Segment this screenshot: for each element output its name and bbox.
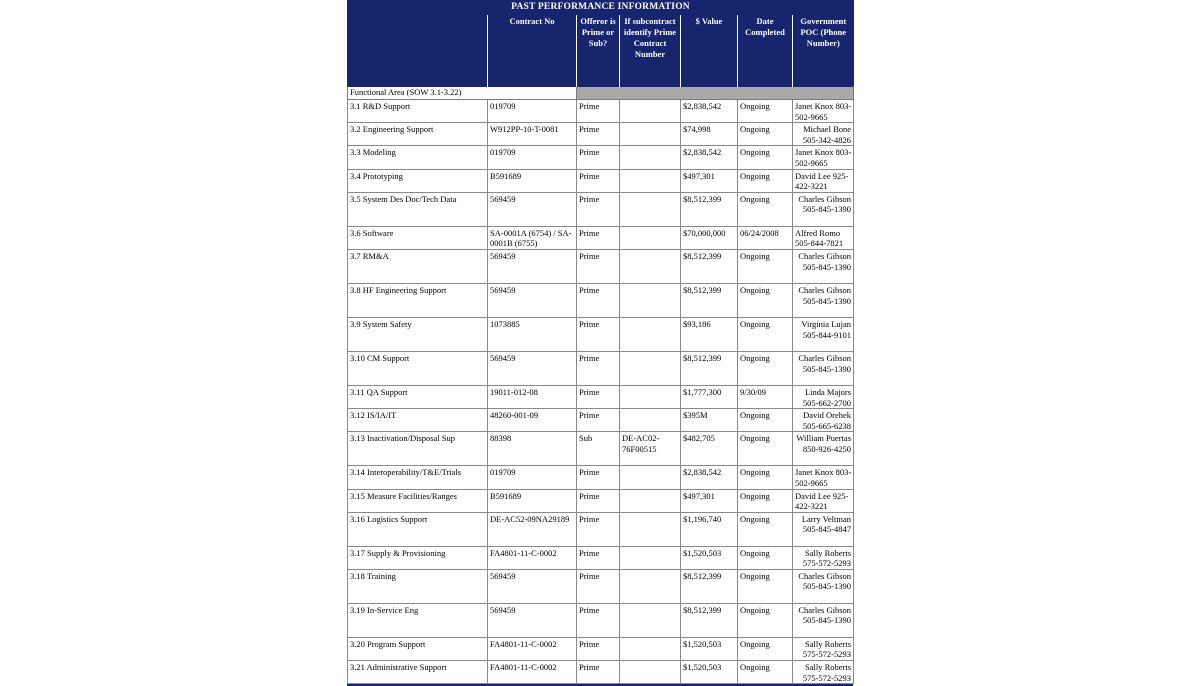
prime-contract-number-cell (620, 192, 681, 226)
prime-or-sub-cell: Prime (577, 661, 620, 684)
functional-area-cell: 3.15 Measure Facilities/Ranges (348, 489, 488, 512)
functional-area-cell: 3.10 CM Support (348, 351, 488, 385)
dollar-value-cell: $2,838,542 (681, 466, 738, 489)
dollar-value-cell: $1,777,300 (681, 385, 738, 408)
table-row (348, 283, 854, 317)
government-poc-cell: William Puertas 850-926-4250 (793, 432, 854, 466)
prime-contract-number-cell (620, 409, 681, 432)
dollar-value-cell: $2,838,542 (681, 100, 738, 123)
header-date-completed: Date Completed (738, 15, 793, 87)
table-row (348, 317, 854, 351)
prime-contract-number-cell (620, 249, 681, 283)
government-poc-cell: Charles Gibson 505-845-1390 (793, 351, 854, 385)
prime-contract-number-cell (620, 385, 681, 408)
contract-no-cell: 019709 (488, 466, 577, 489)
contract-no-cell: 569459 (488, 351, 577, 385)
table-row (348, 603, 854, 637)
date-completed-cell: Ongoing (738, 466, 793, 489)
prime-contract-number-cell (620, 466, 681, 489)
contract-no-cell: 569459 (488, 192, 577, 226)
dollar-value-cell: $8,512,399 (681, 569, 738, 603)
date-completed-cell: Ongoing (738, 512, 793, 546)
prime-or-sub-cell: Prime (577, 192, 620, 226)
functional-area-cell: 3.20 Program Support (348, 637, 488, 660)
prime-or-sub-cell: Prime (577, 249, 620, 283)
prime-or-sub-cell: Prime (577, 466, 620, 489)
contract-no-cell: 569459 (488, 569, 577, 603)
prime-contract-number-cell (620, 351, 681, 385)
prime-or-sub-cell: Sub (577, 432, 620, 466)
dollar-value-cell: $497,301 (681, 489, 738, 512)
dollar-value-cell: $1,520,503 (681, 637, 738, 660)
dollar-value-cell: $497,301 (681, 169, 738, 192)
functional-area-cell: 3.8 HF Engineering Support (348, 283, 488, 317)
functional-area-cell: 3.5 System Des Doc/Tech Data (348, 192, 488, 226)
header-dollar-value: $ Value (681, 15, 738, 87)
date-completed-cell: Ongoing (738, 637, 793, 660)
contract-no-cell: 019709 (488, 146, 577, 169)
contract-no-cell: 48260-001-09 (488, 409, 577, 432)
table-row (348, 512, 854, 546)
prime-or-sub-cell: Prime (577, 569, 620, 603)
contract-no-cell: W912PP-10-T-0081 (488, 123, 577, 146)
contract-no-cell: 569459 (488, 283, 577, 317)
date-completed-cell: Ongoing (738, 192, 793, 226)
date-completed-cell: Ongoing (738, 432, 793, 466)
table-row (348, 100, 854, 123)
prime-contract-number-cell (620, 569, 681, 603)
prime-or-sub-cell: Prime (577, 489, 620, 512)
prime-or-sub-cell: Prime (577, 637, 620, 660)
functional-area-fill (577, 87, 854, 100)
table-row (348, 123, 854, 146)
contract-no-cell: B591689 (488, 489, 577, 512)
government-poc-cell: Janet Knox 803-502-9665 (793, 100, 854, 123)
table-row (348, 192, 854, 226)
functional-area-cell: 3.2 Engineering Support (348, 123, 488, 146)
contract-no-cell: FA4801-11-C-0002 (488, 546, 577, 569)
table-row (348, 466, 854, 489)
dollar-value-cell: $2,838,542 (681, 146, 738, 169)
contract-no-cell: FA4801-11-C-0002 (488, 661, 577, 684)
date-completed-cell: Ongoing (738, 100, 793, 123)
government-poc-cell: David Lee 925-422-3221 (793, 489, 854, 512)
date-completed-cell: Ongoing (738, 317, 793, 351)
past-performance-table (347, 0, 854, 684)
contract-no-cell: 569459 (488, 603, 577, 637)
functional-area-cell: 3.16 Logistics Support (348, 512, 488, 546)
prime-or-sub-cell: Prime (577, 385, 620, 408)
government-poc-cell: Virginia Lujan 505-844-9101 (793, 317, 854, 351)
government-poc-cell: Linda Majors 505-662-2700 (793, 385, 854, 408)
table-row (348, 569, 854, 603)
functional-area-cell: 3.17 Supply & Provisioning (348, 546, 488, 569)
functional-area-cell: 3.1 R&D Support (348, 100, 488, 123)
functional-area-cell: 3.7 RM&A (348, 249, 488, 283)
prime-or-sub-cell: Prime (577, 283, 620, 317)
prime-contract-number-cell (620, 661, 681, 684)
government-poc-cell: Sally Roberts 575-572-5293 (793, 637, 854, 660)
prime-contract-number-cell: DE-AC02-76F00515 (620, 432, 681, 466)
dollar-value-cell: $8,512,399 (681, 249, 738, 283)
dollar-value-cell: $8,512,399 (681, 603, 738, 637)
functional-area-label: Functional Area (SOW 3.1-3.22) (348, 87, 577, 100)
date-completed-cell: Ongoing (738, 546, 793, 569)
header-prime-or-sub: Offeror is Prime or Sub? (577, 15, 620, 87)
dollar-value-cell: $8,512,399 (681, 283, 738, 317)
dollar-value-cell: $74,998 (681, 123, 738, 146)
contract-no-cell: 569459 (488, 249, 577, 283)
date-completed-cell: 9/30/09 (738, 385, 793, 408)
dollar-value-cell: $8,512,399 (681, 351, 738, 385)
contract-no-cell: 019709 (488, 100, 577, 123)
table-row (348, 489, 854, 512)
prime-contract-number-cell (620, 283, 681, 317)
table-row (348, 409, 854, 432)
prime-contract-number-cell (620, 100, 681, 123)
header-functional-area (348, 15, 488, 87)
contract-no-cell: FA4801-11-C-0002 (488, 637, 577, 660)
government-poc-cell: Janet Knox 803-502-9665 (793, 146, 854, 169)
functional-area-cell: 3.19 In-Service Eng (348, 603, 488, 637)
contract-no-cell: 88398 (488, 432, 577, 466)
date-completed-cell: Ongoing (738, 351, 793, 385)
government-poc-cell: Charles Gibson 505-845-1390 (793, 283, 854, 317)
table-title: PAST PERFORMANCE INFORMATION (348, 1, 854, 15)
date-completed-cell: Ongoing (738, 169, 793, 192)
table-row (348, 249, 854, 283)
prime-or-sub-cell: Prime (577, 317, 620, 351)
dollar-value-cell: $395M (681, 409, 738, 432)
dollar-value-cell: $8,512,399 (681, 192, 738, 226)
government-poc-cell: Sally Roberts 575-572-5293 (793, 546, 854, 569)
table-row (348, 432, 854, 466)
prime-contract-number-cell (620, 317, 681, 351)
prime-contract-number-cell (620, 123, 681, 146)
date-completed-cell: Ongoing (738, 489, 793, 512)
table-row (348, 637, 854, 660)
prime-or-sub-cell: Prime (577, 512, 620, 546)
table-row (348, 226, 854, 249)
functional-area-cell: 3.6 Software (348, 226, 488, 249)
date-completed-cell: Ongoing (738, 603, 793, 637)
date-completed-cell: Ongoing (738, 146, 793, 169)
functional-area-cell: 3.3 Modeling (348, 146, 488, 169)
date-completed-cell: Ongoing (738, 569, 793, 603)
prime-contract-number-cell (620, 146, 681, 169)
functional-area-cell: 3.14 Interoperability/T&E/Trials (348, 466, 488, 489)
contract-no-cell: 1073885 (488, 317, 577, 351)
table-row (348, 385, 854, 408)
header-contract-no: Contract No (488, 15, 577, 87)
functional-area-cell: 3.9 System Safety (348, 317, 488, 351)
functional-area-cell: 3.18 Training (348, 569, 488, 603)
prime-or-sub-cell: Prime (577, 226, 620, 249)
government-poc-cell: Charles Gibson 505-845-1390 (793, 569, 854, 603)
contract-no-cell: 19011-012-08 (488, 385, 577, 408)
prime-contract-number-cell (620, 512, 681, 546)
government-poc-cell: Michael Bone 505-342-4826 (793, 123, 854, 146)
government-poc-cell: Janet Knox 803-502-9665 (793, 466, 854, 489)
functional-area-cell: 3.11 QA Support (348, 385, 488, 408)
functional-area-cell: 3.12 IS/IA/IT (348, 409, 488, 432)
prime-contract-number-cell (620, 226, 681, 249)
government-poc-cell: Sally Roberts 575-572-5293 (793, 661, 854, 684)
date-completed-cell: Ongoing (738, 283, 793, 317)
prime-or-sub-cell: Prime (577, 546, 620, 569)
government-poc-cell: David Lee 925-422-3221 (793, 169, 854, 192)
prime-contract-number-cell (620, 169, 681, 192)
prime-or-sub-cell: Prime (577, 409, 620, 432)
functional-area-cell: 3.4 Prototyping (348, 169, 488, 192)
date-completed-cell: Ongoing (738, 249, 793, 283)
table-row (348, 169, 854, 192)
table-row (348, 546, 854, 569)
header-prime-contract-number: If subcontract identify Prime Contract Number (620, 15, 681, 87)
date-completed-cell: 06/24/2008 (738, 226, 793, 249)
government-poc-cell: Larry Veltman 505-845-4847 (793, 512, 854, 546)
functional-area-cell: 3.13 Inactivation/Disposal Sup (348, 432, 488, 466)
table-row (348, 146, 854, 169)
government-poc-cell: Charles Gibson 505-845-1390 (793, 603, 854, 637)
government-poc-cell: David Orehek 505-665-6238 (793, 409, 854, 432)
dollar-value-cell: $482,705 (681, 432, 738, 466)
date-completed-cell: Ongoing (738, 661, 793, 684)
prime-contract-number-cell (620, 603, 681, 637)
date-completed-cell: Ongoing (738, 123, 793, 146)
header-government-poc: Government POC (Phone Number) (793, 15, 854, 87)
prime-or-sub-cell: Prime (577, 146, 620, 169)
prime-or-sub-cell: Prime (577, 100, 620, 123)
date-completed-cell: Ongoing (738, 409, 793, 432)
government-poc-cell: Charles Gibson 505-845-1390 (793, 192, 854, 226)
dollar-value-cell: $1,520,503 (681, 661, 738, 684)
prime-contract-number-cell (620, 489, 681, 512)
contract-no-cell: SA-0001A (6754) / SA-0001B (6755) (488, 226, 577, 249)
dollar-value-cell: $93,186 (681, 317, 738, 351)
prime-or-sub-cell: Prime (577, 169, 620, 192)
dollar-value-cell: $1,196,740 (681, 512, 738, 546)
table-row (348, 661, 854, 684)
dollar-value-cell: $1,520,503 (681, 546, 738, 569)
contract-no-cell: DE-AC52-09NA29189 (488, 512, 577, 546)
prime-contract-number-cell (620, 637, 681, 660)
functional-area-cell: 3.21 Administrative Support (348, 661, 488, 684)
contract-no-cell: B591689 (488, 169, 577, 192)
government-poc-cell: Charles Gibson 505-845-1390 (793, 249, 854, 283)
table-row (348, 351, 854, 385)
prime-or-sub-cell: Prime (577, 351, 620, 385)
government-poc-cell: Alfred Romo 505-844-7821 (793, 226, 854, 249)
dollar-value-cell: $70,000,000 (681, 226, 738, 249)
prime-contract-number-cell (620, 546, 681, 569)
past-performance-document (347, 0, 853, 683)
prime-or-sub-cell: Prime (577, 603, 620, 637)
prime-or-sub-cell: Prime (577, 123, 620, 146)
